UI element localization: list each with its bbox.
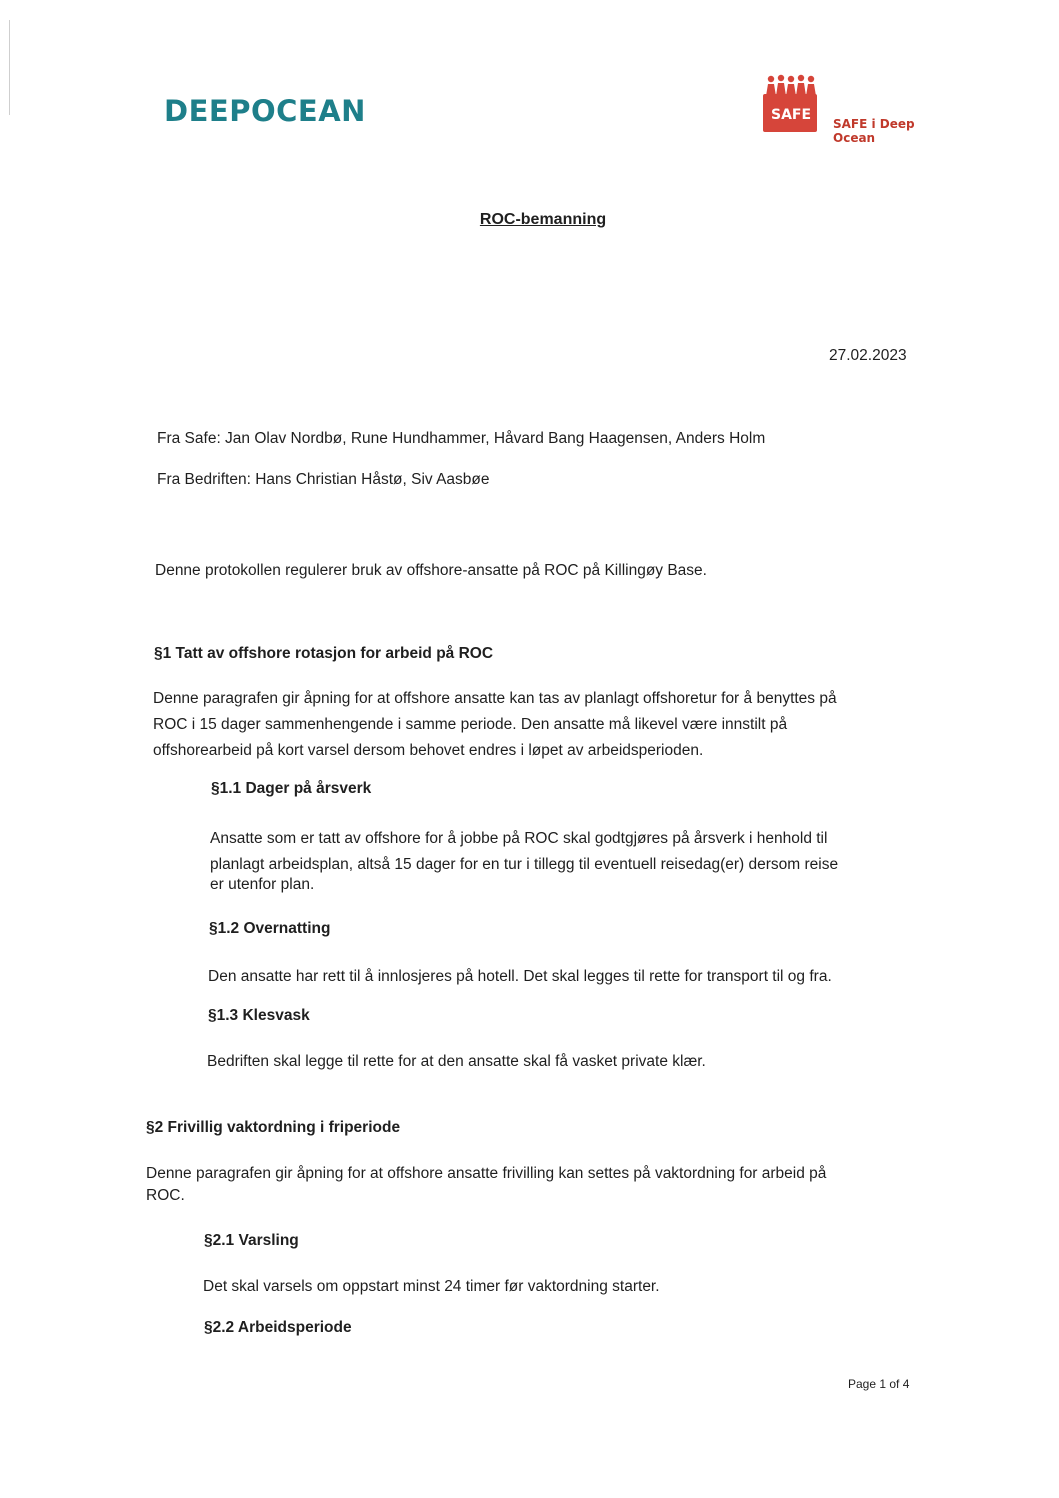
section-2-line: ROC.: [146, 1187, 185, 1204]
section-1-1-line: planlagt arbeidsplan, altså 15 dager for en tur i tillegg til eventuell reisedag(er) dersom reise: [210, 856, 839, 873]
intro-text: Denne protokollen regulerer bruk av offshore-ansatte på ROC på Killingøy Base.: [155, 562, 707, 579]
safe-box: [763, 94, 817, 132]
section-2-1-heading: §2.1 Varsling: [204, 1232, 299, 1249]
safe-tagline: SAFE i Deep Ocean: [833, 117, 915, 145]
participants-company: Fra Bedriften: Hans Christian Håstø, Siv Aasbøe: [157, 471, 490, 488]
section-1-3-text: Bedriften skal legge til rette for at den ansatte skal få vasket private klær.: [207, 1053, 706, 1070]
section-2-2-heading: §2.2 Arbeidsperiode: [204, 1319, 352, 1336]
section-1-line: offshorearbeid på kort varsel dersom behovet endres i løpet av arbeidsperioden.: [153, 742, 704, 759]
section-1-1-heading: §1.1 Dager på årsverk: [211, 780, 372, 797]
scan-edge-line: [9, 20, 10, 115]
document-date: 27.02.2023: [829, 347, 907, 364]
section-1-2-heading: §1.2 Overnatting: [209, 920, 331, 937]
section-1-heading: §1 Tatt av offshore rotasjon for arbeid på ROC: [154, 645, 494, 662]
participants-safe: Fra Safe: Jan Olav Nordbø, Rune Hundhammer, Håvard Bang Haagensen, Anders Holm: [157, 430, 766, 447]
section-1-1-line: er utenfor plan.: [210, 876, 315, 893]
section-1-3-heading: §1.3 Klesvask: [208, 1007, 310, 1024]
document-title: ROC-bemanning: [479, 211, 607, 228]
section-2-heading: §2 Frivillig vaktordning i friperiode: [146, 1119, 401, 1136]
safe-box-label: SAFE: [771, 107, 812, 123]
section-2-line: Denne paragrafen gir åpning for at offshore ansatte frivilling kan settes på vaktordning for arbeid på: [146, 1165, 827, 1182]
safe-logo: [760, 74, 960, 145]
section-1-1-line: Ansatte som er tatt av offshore for å jobbe på ROC skal godtgjøres på årsverk i henhold til: [210, 830, 828, 847]
section-1-line: Denne paragrafen gir åpning for at offshore ansatte kan tas av planlagt offshoretur for å benyttes på: [153, 690, 837, 707]
section-2-1-text: Det skal varsels om oppstart minst 24 timer før vaktordning starter.: [203, 1278, 660, 1295]
section-1-line: ROC i 15 dager sammenhengende i samme periode. Den ansatte må likevel være innstilt på: [153, 716, 788, 733]
safe-people-icon: [763, 74, 819, 96]
page-number: Page 1 of 4: [848, 1377, 910, 1391]
deepocean-logo: DEEPOCEAN: [164, 94, 366, 128]
section-1-2-text: Den ansatte har rett til å innlosjeres på hotell. Det skal legges til rette for transport til og fra.: [208, 968, 832, 985]
